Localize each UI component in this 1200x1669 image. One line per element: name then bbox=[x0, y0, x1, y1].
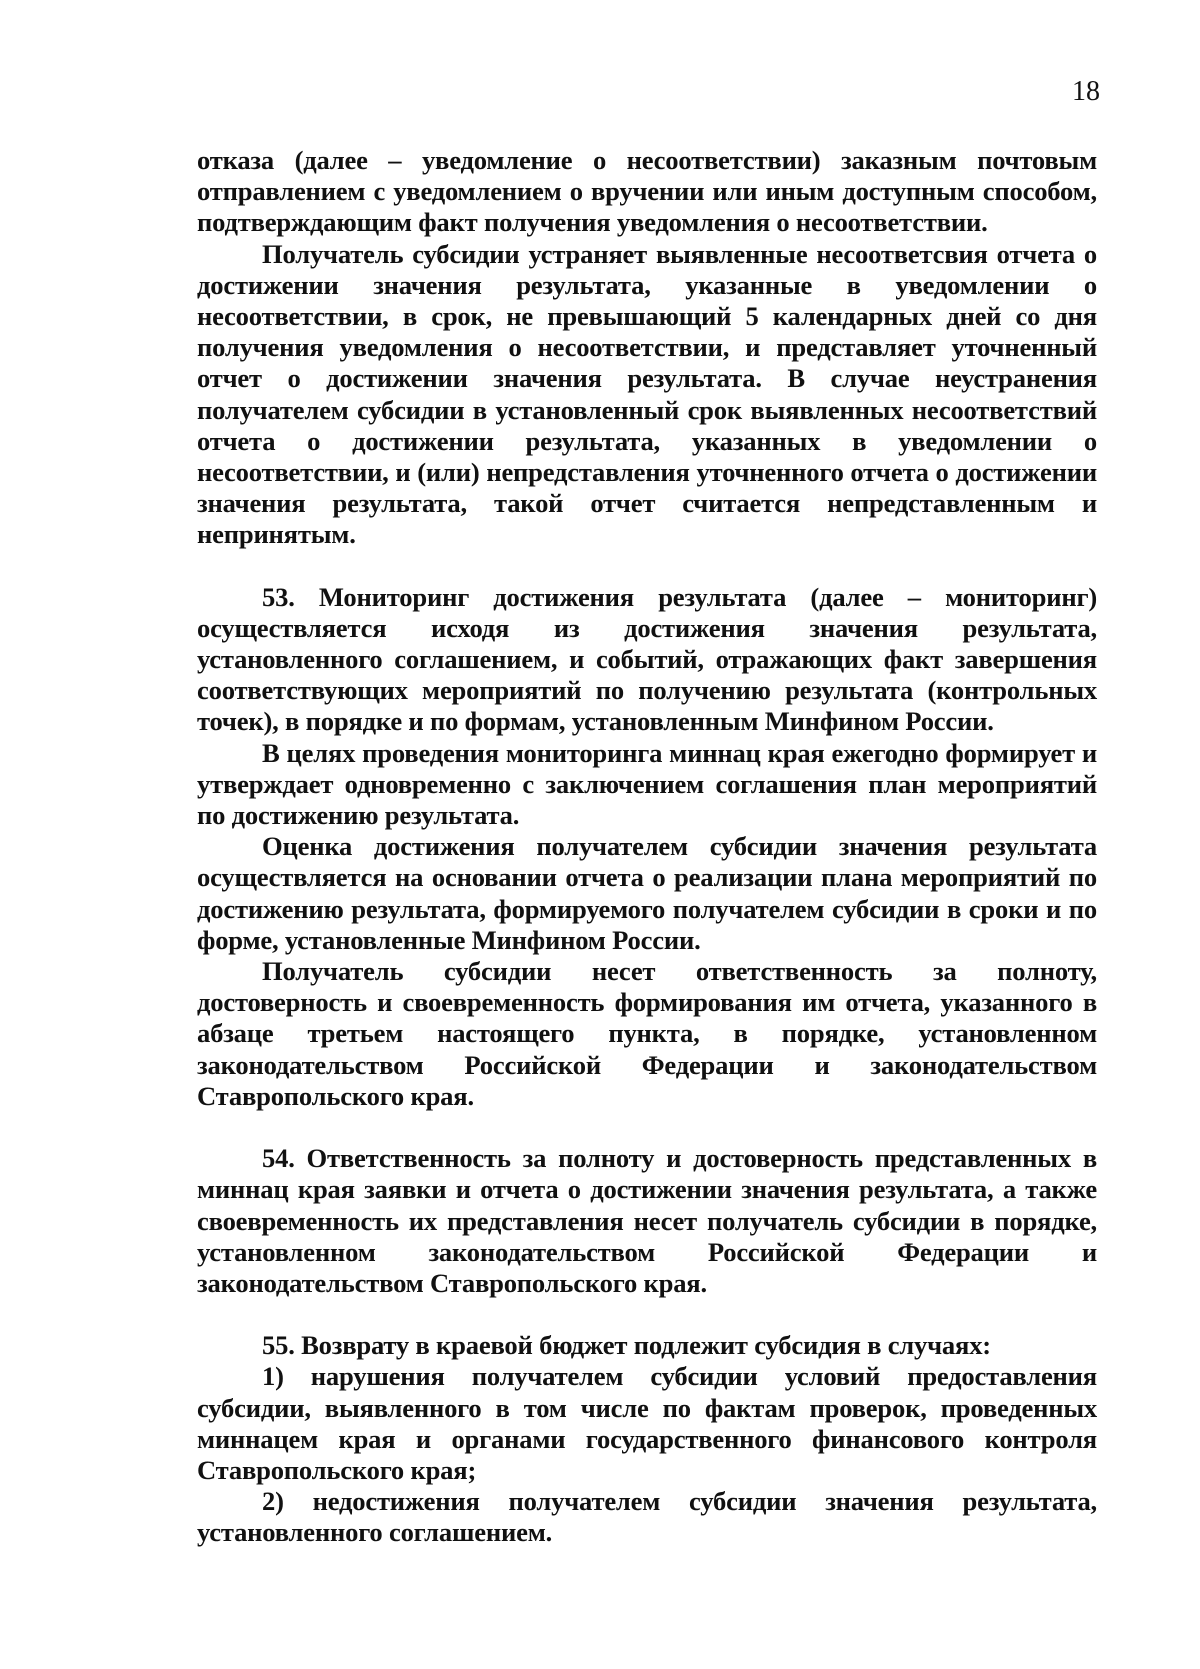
paragraph-55-return: 55. Возврату в краевой бюджет подлежит субсидия в случаях: bbox=[262, 1330, 991, 1361]
paragraph-monitoring-plan: В целях проведения мониторинга миннац края ежегодно формирует и утверждает одновременно с заключением соглашения план мероприятий по достижению результата. bbox=[197, 737, 1097, 831]
document-body bbox=[197, 145, 1097, 1549]
page-number: 18 bbox=[1072, 76, 1100, 107]
paragraph-53-monitoring: 53. Мониторинг достижения результата (далее – мониторинг) осуществляется исходя из достижения значения результата, установленного соглашением, и событий, отражающих факт завершения соответствующих мероприятий по получению результата (контрольных точек), в порядке и по формам, установленным Минфином России. bbox=[197, 581, 1097, 737]
paragraph-assessment: Оценка достижения получателем субсидии значения результата осуществляется на основании отчета о реализации плана мероприятий по достижению результата, формируемого получателем субсидии в сроки и по форме, установленные Минфином России. bbox=[197, 831, 1097, 955]
list-item-2-non-achievement: 2) недостижения получателем субсидии значения результата, установленного соглашением. bbox=[197, 1486, 1097, 1548]
list-item-1-violation: 1) нарушения получателем субсидии условий предоставления субсидии, выявленного в том числе по фактам проверок, проведенных миннацем края и органами государственного финансового контроля Ставропольского края; bbox=[197, 1361, 1097, 1485]
paragraph-54-responsibility: 54. Ответственность за полноту и достоверность представленных в миннац края заявки и отчета о достижении значения результата, а также своевременность их представления несет получатель субсидии в порядке, установленном законодательством Российской Федерации и законодательством Ставропольского края. bbox=[197, 1143, 1097, 1298]
paragraph-recipient-corrections: Получатель субсидии устраняет выявленные несоответсвия отчета о достижении значения результата, указанные в уведомлении о несоответствии, в срок, не превышающий 5 календарных дней со дня получения уведомления о несоответствии, и представляет уточненный отчет о достижении значения результата. В случае неустранения получателем субсидии в установленный срок выявленных несоответствий отчета о достижении результата, указанных в уведомлении о несоответствии, и (или) непредставления уточненного отчета о достижении значения результата, такой отчет считается непредставленным и непринятым. bbox=[197, 238, 1097, 550]
paragraph-recipient-responsibility: Получатель субсидии несет ответственность за полноту, достоверность и своевременность формирования им отчета, указанного в абзаце третьем настоящего пункта, в порядке, установленном законодательством Российской Федерации и законодательством Ставропольского края. bbox=[197, 956, 1097, 1111]
paragraph-notice-continuation: отказа (далее – уведомление о несоответствии) заказным почтовым отправлением с уведомлением о вручении или иным доступным способом, подтверждающим факт получения уведомления о несоответствии. bbox=[197, 145, 1097, 238]
